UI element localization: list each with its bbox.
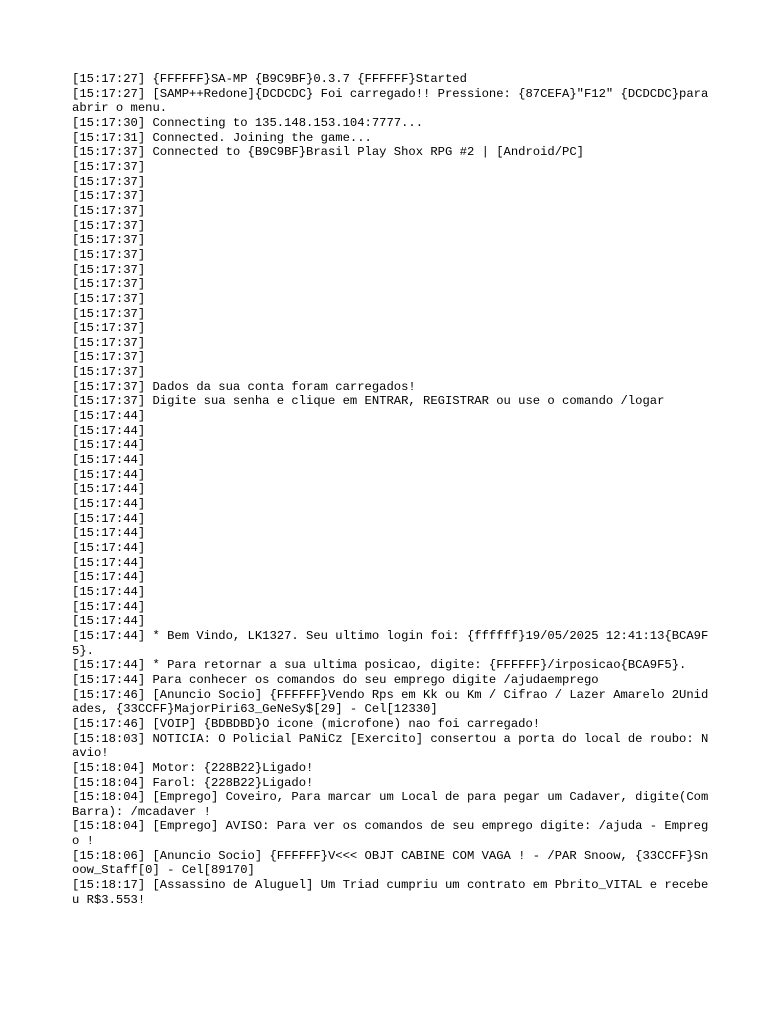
chat-line: [15:17:31] Connected. Joining the game... xyxy=(72,130,372,145)
chat-line: [15:17:27] [SAMP++Redone]{DCDCDC} Foi carregado!! Pressione: {87CEFA}"F12" {DCDCDC}para abrir o menu. xyxy=(72,86,716,116)
chat-line: [15:17:37] Digite sua senha e clique em ENTRAR, REGISTRAR ou use o comando /logar xyxy=(72,394,665,409)
chat-line: [15:17:44] xyxy=(72,526,146,541)
chat-line: [15:17:37] xyxy=(72,365,146,380)
chat-line: [15:17:37] xyxy=(72,218,146,233)
chat-line: [15:17:44] xyxy=(72,614,146,629)
chat-line: [15:17:46] [VOIP] {BDBDBD}O icone (microfone) nao foi carregado! xyxy=(72,716,541,731)
chat-line: [15:17:37] xyxy=(72,262,146,277)
chat-line: [15:17:44] xyxy=(72,570,146,585)
chat-line: [15:17:44] xyxy=(72,453,146,468)
chat-line: [15:17:37] xyxy=(72,233,146,248)
chat-line: [15:17:44] xyxy=(72,599,146,614)
chat-line: [15:17:44] xyxy=(72,482,146,497)
chat-line: [15:17:44] * Para retornar a sua ultima posicao, digite: {FFFFFF}/irposicao{BCA9F5}. xyxy=(72,658,687,673)
chat-line: [15:17:30] Connecting to 135.148.153.104:7777... xyxy=(72,115,424,130)
chat-line: [15:17:44] xyxy=(72,409,146,424)
chat-line: [15:17:37] xyxy=(72,203,146,218)
chat-line: [15:17:44] xyxy=(72,497,146,512)
chat-line: [15:18:04] Farol: {228B22}Ligado! xyxy=(72,775,314,790)
chat-line: [15:17:37] xyxy=(72,306,146,321)
chat-line: [15:18:04] [Emprego] Coveiro, Para marcar um Local de para pegar um Cadaver, digite(Com Barra): /mcadaver ! xyxy=(72,790,716,819)
chat-line: [15:17:46] [Anuncio Socio] {FFFFFF}Vendo Rps em Kk ou Km / Cifrao / Lazer Amarelo 2Unidades, {33CCFF}MajorPiri63_GeNeSy$[29] - Cel[12330] xyxy=(72,687,709,717)
chat-line: [15:17:44] xyxy=(72,511,146,526)
chat-line: [15:17:37] xyxy=(72,335,146,350)
chat-line: [15:18:04] [Emprego] AVISO: Para ver os comandos de seu emprego digite: /ajuda - Emprego ! xyxy=(72,819,709,849)
chat-line: [15:17:37] xyxy=(72,189,146,204)
chat-line: [15:17:44] xyxy=(72,584,146,599)
chat-line: [15:18:04] Motor: {228B22}Ligado! xyxy=(72,760,314,775)
chat-line: [15:17:44] xyxy=(72,438,146,453)
chat-line: [15:17:37] xyxy=(72,174,146,189)
chat-line: [15:17:37] xyxy=(72,159,146,174)
chat-line: [15:17:44] xyxy=(72,541,146,555)
chat-line: [15:17:37] Connected to {B9C9BF}Brasil Play Shox RPG #2 | [Android/PC] xyxy=(72,145,584,160)
chat-line: [15:18:03] NOTICIA: O Policial PaNiCz [Exercito] consertou a porta do local de roubo: Navio! xyxy=(72,731,709,761)
chat-line: [15:17:37] xyxy=(72,291,146,306)
chat-line: [15:17:44] xyxy=(72,467,146,482)
chat-line: [15:17:37] xyxy=(72,247,146,262)
chat-line: [15:17:37] xyxy=(72,350,146,365)
chat-line: [15:18:06] [Anuncio Socio] {FFFFFF}V<<< OBJT CABINE COM VAGA ! - /PAR Snoow, {33CCFF}Snoow_Staff[0] - Cel[89170] xyxy=(72,848,709,878)
chat-line: [15:17:44] xyxy=(72,555,146,570)
chat-line: [15:17:44] xyxy=(72,423,146,438)
chat-line: [15:17:44] Para conhecer os comandos do seu emprego digite /ajudaemprego xyxy=(72,672,599,687)
chat-log xyxy=(72,72,716,907)
chat-line: [15:17:37] xyxy=(72,321,146,336)
chat-line: [15:18:17] [Assassino de Aluguel] Um Triad cumpriu um contrato em Pbrito_VITAL e recebeu R$3.553! xyxy=(72,878,709,907)
chat-line: [15:17:27] {FFFFFF}SA-MP {B9C9BF}0.3.7 {FFFFFF}Started xyxy=(72,72,467,86)
chat-line: [15:17:37] xyxy=(72,277,146,292)
chat-line: [15:17:37] Dados da sua conta foram carregados! xyxy=(72,379,416,394)
chat-line: [15:17:44] * Bem Vindo, LK1327. Seu ultimo login foi: {ffffff}19/05/2025 12:41:13{BCA9F5}. xyxy=(72,628,709,658)
